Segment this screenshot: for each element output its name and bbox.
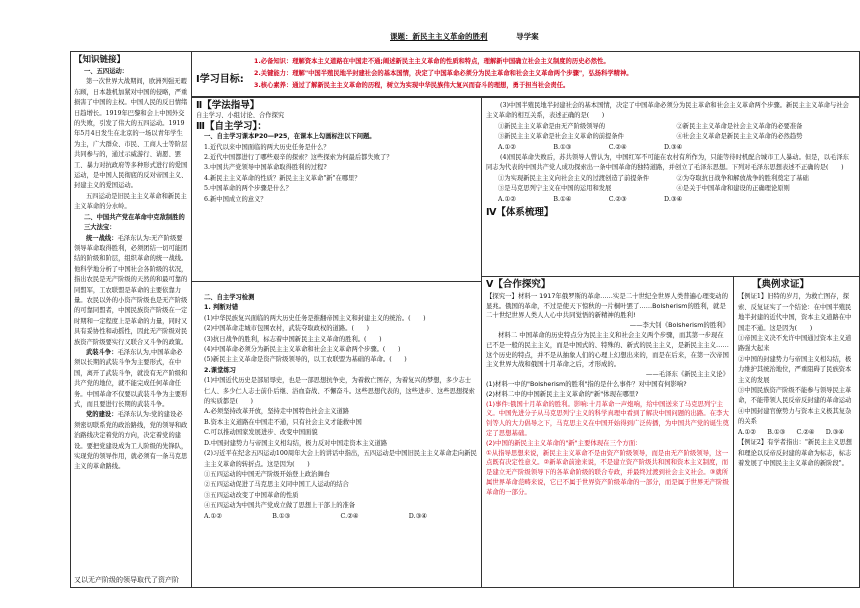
choice-c: C.②④ — [796, 428, 815, 436]
question-list — [196, 143, 477, 205]
party-building-label: 党的建设： — [86, 411, 118, 419]
question-item: 1.近代以来中国面临的两大历史任务是什么？ — [204, 143, 330, 151]
exercise-option: ③是马克思列宁主义在中国的运用和发展 — [498, 185, 612, 193]
exercise-option: ④是关于中国革命和建设的正确理论原则 — [676, 185, 790, 193]
choice-row — [486, 143, 719, 153]
practice-option: ③五四运动改变了中国革命的性质 — [204, 491, 299, 499]
choice-a: A.①② — [204, 512, 222, 520]
right-exercises-column — [482, 97, 860, 277]
question-list-title: 一、自主学习课本P20—P25，在课本上勾画标注以下问题。 — [204, 133, 376, 141]
practice-list — [196, 376, 477, 522]
question-item: 3.中国共产党领导中国革命取得胜利的过程? — [204, 164, 327, 172]
doc-type: 导学案 — [516, 32, 539, 41]
practice-title: 2.课堂练习 — [204, 366, 236, 374]
goal-knowledge: 1.必备知识：理解资本主义道路在中国走不通;阐述新民主主义革命的性质和特点，理解新中国确立社会主义制度的历史必然性。 — [254, 58, 610, 65]
self-test-column — [192, 282, 482, 588]
material-one: 【探究一】材料一 1917年俄罗斯的革命……实是二十世纪全世界人类普遍心理变动的显兆。俄国的革命，不过是使天下惊秋的一片桐叶罢了……Bolsherism的胜利，就是二十世纪世界人类人人心中共同觉悟的新精神的胜利! — [486, 291, 728, 320]
answer-one: (1)事件:俄国十月革命的胜利。影响:十月革命一声炮响，给中国送来了马克思列宁主义。中国先进分子从马克思列宁主义的科学真理中看到了解决中国问题的出路。在李大钊等人的大力倡导之下，马克思主义在中国开始得到广泛传播，为中国共产党的诞生奠定了思想基础。 — [486, 399, 729, 437]
choice-a: A.①② — [498, 195, 516, 203]
goal-ability: 2.关键能力：理解"中国半殖民地半封建社会的基本国情，决定了中国革命必须分为民主革命和社会主义革命两个步骤"，弘扬科学精神。 — [254, 70, 633, 77]
judge-item: (3)抗日战争的胜利，标志着中国新民主主义革命的胜利。( ) — [204, 335, 382, 343]
exercise-option: ④社会主义革命是新民主主义革命的必然趋势 — [676, 133, 803, 141]
practice-option: ④五四运动为中国共产党成立做了思想上干部上的准备 — [204, 502, 356, 510]
example-two: 【例证2】有学者指出："新民主主义思想和理论以反帝反封建的革命为标志，标志着发展了中国民主主义革命的新阶段"。 — [738, 439, 852, 467]
example-proof-title: 【典例求证】 — [752, 279, 810, 290]
self-study-title: Ⅲ【自主学习】： — [196, 120, 267, 132]
choice-row — [486, 195, 719, 205]
learning-goals — [192, 51, 860, 97]
party-building-paragraph — [74, 410, 188, 472]
exercise-option: ③新民主主义革命是社会主义革命的前提条件 — [498, 133, 624, 141]
learning-goals-label: Ⅰ学习目标: — [196, 74, 244, 85]
page-title: 课题：新民主主义革命的胜利 — [390, 32, 488, 41]
choice-a: A.①② — [498, 143, 516, 151]
choice-d: D.③④ — [408, 512, 427, 520]
choice-row — [204, 512, 477, 522]
inquiry-question: (1)材料一中的"Bolsherism的胜利"指的是什么事件？对中国有何影响? — [486, 379, 687, 388]
cooperative-inquiry-title: Ⅴ【合作探究】 — [486, 279, 551, 290]
united-front-text: 毛泽东认为:无产阶级要领导革命取得胜利，必须团结一切可能团结的阶级和阶层，组织革命的统一战线。他科学地分析了中国社会各阶级的状况，指出农民是无产阶级的天然的和最可靠的同盟军，工农联盟是革命的主要依靠力量。农民以外的小资产阶级也是无产阶级的可靠同盟者，中国民族资产阶级在一定时期和一定程度上是革命的力量，同时又具有妥协性和动摇性，因此无产阶级对民族资产阶级要实行又联合又斗争的政策。 — [74, 234, 188, 346]
exercise-q3: (3)中国半殖民地半封建社会的基本国情，决定了中国革命必须分为民主革命和社会主义革命两个步骤。新民主主义革命与社会主义革命的相互关系，表述正确的是( ) — [486, 102, 849, 120]
choice-c: C.②④ — [340, 512, 359, 520]
cooperative-inquiry — [482, 277, 734, 588]
choice-b: B.①③ — [553, 143, 572, 151]
choice-a: A.①② — [738, 428, 756, 436]
judge-item: (1)中华民族复兴面临的两大历史任务是推翻帝国主义和封建主义的统治。( ) — [204, 314, 426, 322]
exercise-q4-options — [486, 174, 855, 184]
judge-item: (4)中国革命必须分为新民主主义革命和社会主义革命两个步骤。( ) — [204, 346, 401, 354]
exercise-q3-options — [486, 132, 855, 142]
armed-struggle-label: 武装斗争： — [86, 348, 118, 356]
left-bottom-text: 又以无产阶级的领导取代了资产阶 — [74, 575, 179, 584]
choice-b: B.①③ — [767, 428, 786, 436]
practice-question: (1)中国近代历史是部屈辱史，也是一部思想抗争史，为着救亡图存，为着复兴的梦想，多少志士仁人、多少仁人志士前仆后继、浴血奋战、不懈奋斗。这些思想代表的，这些进步、这些思想探索的实质都是( ) — [204, 377, 475, 406]
united-front-paragraph — [74, 234, 188, 348]
exercise-q4: (4)国民革命失败后，苏共领导人曾认为，中国红军不可能在农村有所作为，只能等待时机配合城市工人暴动。但是，以毛泽东同志为代表的中国共产党人成功探索出一条中国革命的独特道路，并创立了毛泽东思想。下列对毛泽东思想表述不正确的是( ) — [486, 154, 849, 172]
practice-question: (2)习近平在纪念五四运动100周年大会上的讲话中指出，五四运动是中国旧民主主义革命走向新民主主义革命的转折点。这是因为( ) — [204, 450, 477, 468]
section-three-treasures-title: 二、中国共产党在革命中克敌制胜的三大法宝： — [84, 213, 185, 232]
choice-row — [738, 428, 855, 438]
goal-literacy: 3.核心素养：通过了解新民主主义革命的历程，树立为实现中华民族伟大复兴而奋斗的理想，勇于担当社会责任。 — [254, 82, 570, 89]
question-item: 2.近代中国都进行了哪些艰辛的探索？这些探索为何最后都失败了？ — [204, 154, 393, 162]
party-building-text: 毛泽东认为:党的建设必须密切联系党的政治路线，党的领导和政治路线决定着党的方向，决定着党的建设。要把党建设成为工人阶级的先锋队，实现党的领导作用，就必须有一条马克思主义的革命路线。 — [74, 411, 188, 471]
practice-option: A.必须坚持改革开放，坚持走中国特色社会主义道路 — [204, 408, 350, 416]
example-option: ②中国的封建势力与帝国主义相勾结，极力维护其统治地位，严重阻碍了民族资本主义的发展 — [738, 355, 852, 384]
knowledge-link-heading: 【知识链接】 — [74, 55, 126, 65]
material-two-source: ——毛泽东《新民主主义论》 — [645, 370, 729, 379]
answer-two-body: ①从指导思想来说，新民主主义革命不是由资产阶级领导，而是由无产阶级领导，这一点既有决定性意义。②新革命前途来说，不是建立资产阶级共和国和资本主义制度，而是建立无产阶级领导下的各革命阶级的联合专政，并最终过渡到社会主义社会。③就所属世界革命范畴来说，它已不属于世界资产阶级革命的一部分，而是属于世界无产阶级革命的一部分。 — [486, 448, 729, 496]
choice-b: B.①④ — [553, 195, 572, 203]
section-may4-text: 第一次世界大战期间，欧洲列强无暇东顾，日本趁机加紧对中国的侵略，严重损害了中国的主权。中国人民的反日情绪日趋增长。1919年巴黎和会上中国外交的失败，引发了伟大的五四运动。1919年5月4日发生在北京的一场以青年学生为主，广大群众、市民、工商人士等阶层共同参与的，通过示威游行、请愿、罢工、暴力对抗政府等多种形式进行的爱国运动，是中国人民彻底的反对帝国主义、封建主义的爱国运动。 — [74, 78, 188, 190]
material-one-source: ——李大钊《Bolsherism的胜利》 — [629, 321, 729, 330]
question-item: 5.中国革命的两个步骤是什么？ — [204, 185, 292, 193]
answer-two-title: (2)中国的新民主主义革命的"新"主要体现在三个方面： — [486, 438, 642, 447]
study-method-title: Ⅱ【学法指导】 — [196, 100, 260, 111]
material-two: 材料二 中国革命的历史特点分为民主主义和社会主义两个步骤，而其第一步现在已不是一般的民主主义，而是中国式的、特殊的、新式的民主主义，是新民主主义……这个历史的特点，并不是从抽象人们的心理上幻想出来的，而是在后来，在第一次帝国主义世界大战和俄国十月革命之后，才形成的。 — [486, 330, 729, 369]
example-proof — [734, 277, 860, 588]
question-item: 4.新民主主义革命的性质？新民主主义革命"新"在哪里？ — [204, 174, 361, 182]
choice-c: C.②④ — [608, 143, 627, 151]
practice-option: ①五四运动的中国无产阶级开始登上政治舞台 — [204, 470, 330, 478]
practice-option: C.可以推动国家发展进步、改变中国面貌 — [204, 429, 318, 437]
choice-d: D.③④ — [664, 195, 683, 203]
choice-d: D.③④ — [664, 143, 683, 151]
judge-item: (2)中国革命走城市包围农村，武装夺取政权的道路。( ) — [204, 325, 369, 333]
system-review-title: Ⅳ【体系梳理】 — [486, 207, 554, 219]
exercise-option: ①新民主主义革命是由无产阶级领导的 — [498, 122, 606, 130]
exercise-option: ②新民主主义革命是社会主义革命的必要准备 — [676, 122, 803, 130]
armed-struggle-paragraph — [74, 348, 188, 410]
choice-d: D.③④ — [825, 428, 844, 436]
section-may4-title: 一、五四运动： — [84, 68, 129, 75]
example-option: ③中国民族资产阶级不能参与领导民主革命，不能带领人民反帝反封建的革命运动 — [738, 387, 852, 405]
practice-option: D.中国封建势力与帝国主义相勾结，极力反对中国走资本主义道路 — [204, 439, 388, 447]
united-front-label: 统一战线： — [86, 234, 118, 242]
study-method-text: 自主学习、小组讨论、合作探究 — [196, 112, 285, 120]
armed-struggle-text: 毛泽东认为,中国革命必须以长期的武装斗争为主要形式，在中国，离开了武装斗争，就没有无产阶级和共产党的地位，就不能完成任何革命任务。中国革命不仅要以武装斗争为主要形式，而且要进行长期的武装斗争。 — [74, 348, 188, 408]
practice-option: B.资本主义道路在中国走不通，只有社会主义才能救中国 — [204, 418, 362, 426]
example-option: ④中国封建官僚势力与资本主义极其复杂的关系 — [738, 407, 852, 426]
knowledge-link-column — [70, 51, 192, 588]
example-option: ①帝国主义决不允许中国通过资本主义道路强大起来 — [738, 335, 852, 353]
section-may4-text2: 五四运动是旧民主主义革命和新民主主义革命的分水岭。 — [74, 192, 187, 211]
self-study-column — [192, 97, 482, 282]
exercise-q3-options — [486, 122, 855, 132]
exercise-option: ①为实现新民主主义向社会主义的过渡创造了前提条件 — [498, 174, 650, 182]
choice-c: C.②③ — [608, 195, 627, 203]
exercise-option: ②为夺取抗日战争和解放战争的胜利奠定了基础 — [676, 174, 809, 182]
self-test-title: 二、自主学习检测 — [204, 294, 255, 301]
choice-b: B.①③ — [272, 512, 291, 520]
practice-option: ②五四运动促进了马克思主义同中国工人运动的结合 — [204, 481, 349, 489]
question-item: 6.新中国成立的意义？ — [204, 195, 267, 203]
exercise-q4-options — [486, 184, 855, 194]
page-header — [390, 31, 539, 42]
judge-title: 1. 判断对错 — [204, 304, 239, 312]
inquiry-question: (2)材料二中的中国新民主主义革命的"新"体现在哪里? — [486, 389, 639, 398]
example-one: 【例证1】旧特的岁月，为救亡图存，探索、反复证实了一个结论：在中国半殖民地半封建的近代中国，资本主义道路在中国走不通。这是因为( ) — [738, 293, 852, 332]
judge-item: (5)新民主主义革命是资产阶级领导的，以工农联盟为基础的革命。( ) — [204, 356, 407, 364]
judge-list — [196, 314, 477, 366]
